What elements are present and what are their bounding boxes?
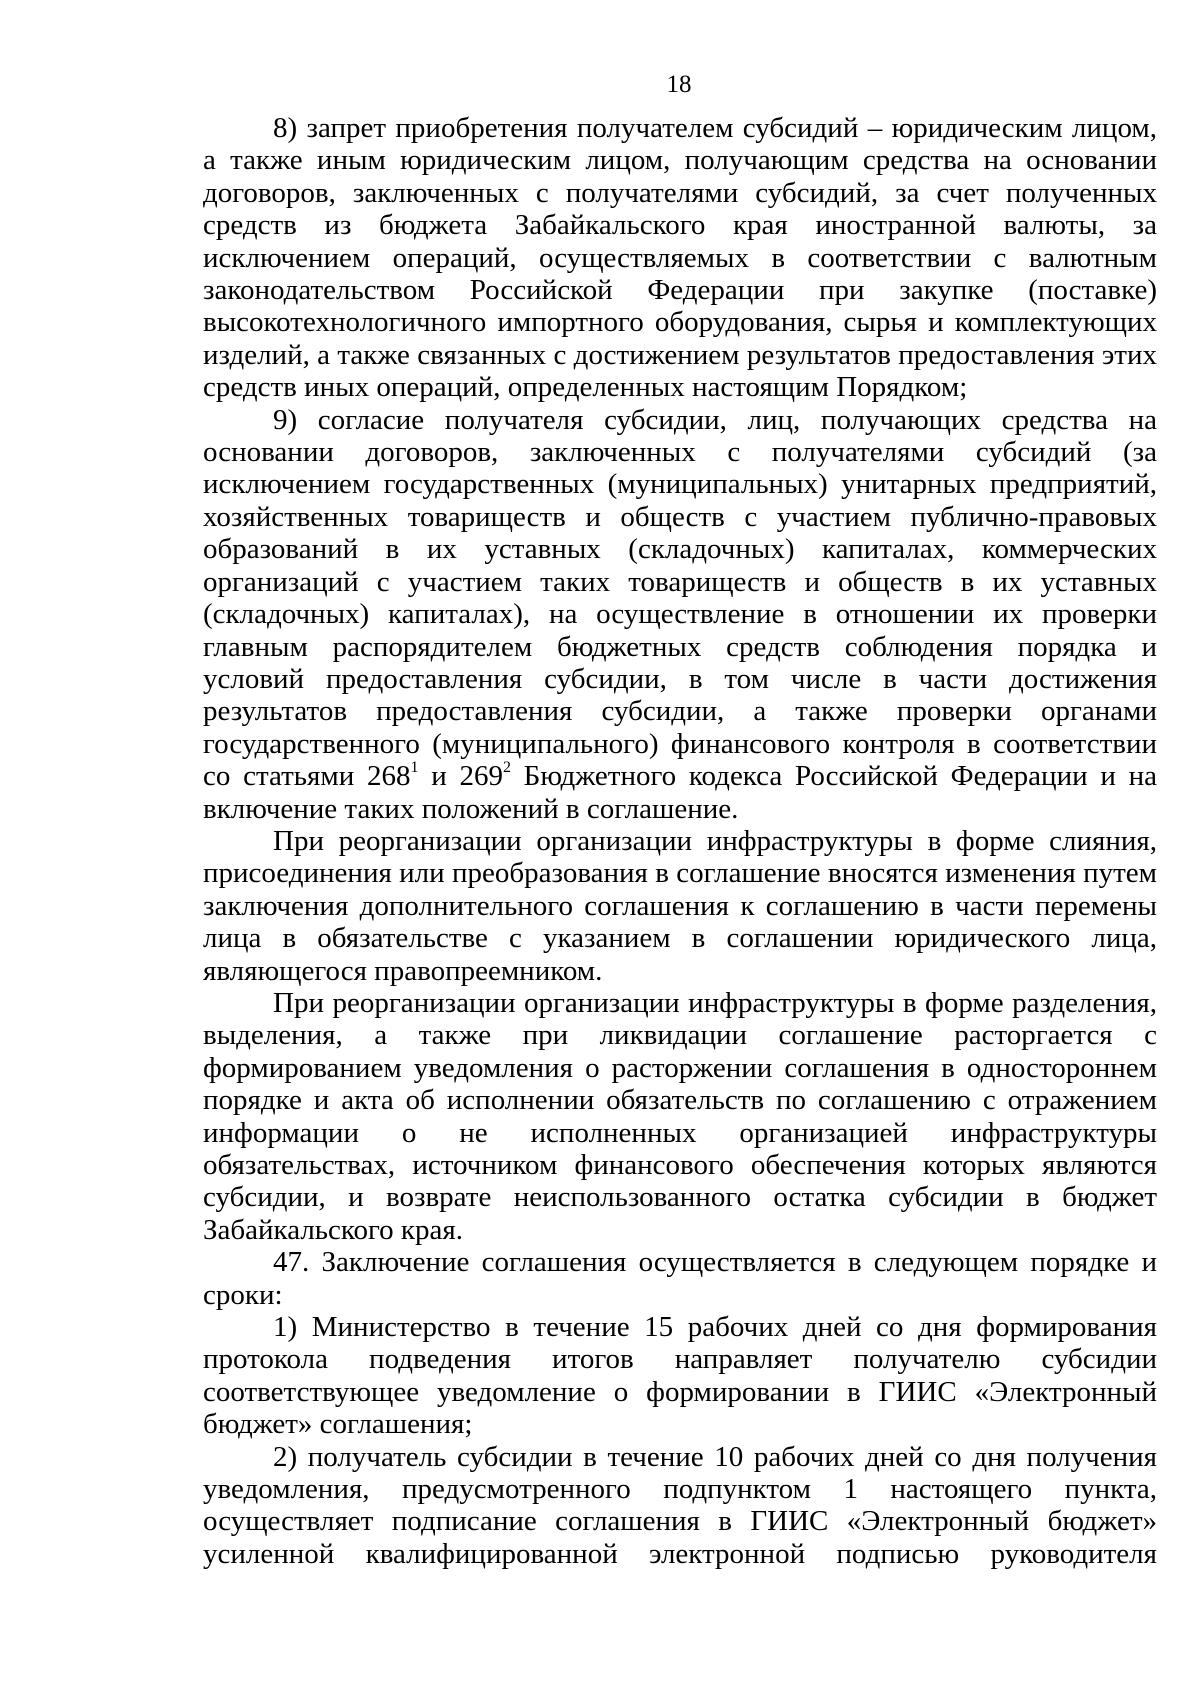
paragraph-reorganization-division: При реорганизации организации инфраструктуры в форме разделения, выделения, а также при ликвидации соглашение расторгается с формированием уведомления о расторжении соглашения в одностороннем порядке и акта об исполнении обязательств по соглашению с отражением информации о не исполненных организацией инфраструктуры обязательствах, источником финансового обеспечения которых являются субсидии, и возврате неиспользованного остатка субсидии в бюджет Забайкальского края. <box>203 986 1157 1246</box>
paragraph-item-47: 47. Заключение соглашения осуществляется в следующем порядке и сроки: <box>203 1246 1157 1311</box>
paragraph-subitem-1: 1) Министерство в течение 15 рабочих дней со дня формирования протокола подведения итогов направляет получателю субсидии соответствующее уведомление о формировании в ГИИС «Электронный бюджет» соглашения; <box>203 1311 1157 1441</box>
paragraph-item-9 <box>203 404 1157 825</box>
paragraph-text: и 269 <box>418 760 503 793</box>
paragraph-text: Бюджетного кодекса Российской Федерации и на включение таких положений в соглашение. <box>203 760 1157 825</box>
superscript: 1 <box>410 759 419 777</box>
document-body <box>203 112 1157 1570</box>
paragraph-reorganization-merger: При реорганизации организации инфраструктуры в форме слияния, присоединения или преобразования в соглашение вносятся изменения путем заключения дополнительного соглашения к соглашению в части перемены лица в обязательстве с указанием в соглашении юридического лица, являющегося правопреемником. <box>203 824 1157 987</box>
superscript: 2 <box>502 759 511 777</box>
paragraph-text: 9) согласие получателя субсидии, лиц, получающих средства на основании договоров, заключенных с получателями субсидий (за исключением государственных (муниципальных) унитарных предприятий, хозяйственных товариществ и обществ с участием публично-правовых образований в их уставных (складочных) капиталах, коммерческих организаций с участием таких товариществ и обществ в их уставных (складочных) капиталах), на осуществление в отношении их проверки главным распорядителем бюджетных средств соблюдения порядка и условий предоставления субсидии, в том числе в части достижения результатов предоставления субсидии, а также проверки органами государственного (муниципального) финансового контроля в соответствии со статьями 268 <box>203 403 1157 793</box>
paragraph-item-8: 8) запрет приобретения получателем субсидий – юридическим лицом, а также иным юридическим лицом, получающим средства на основании договоров, заключенных с получателями субсидий, за счет полученных средств из бюджета Забайкальского края иностранной валюты, за исключением операций, осуществляемых в соответствии с валютным законодательством Российской Федерации при закупке (поставке) высокотехнологичного импортного оборудования, сырья и комплектующих изделий, а также связанных с достижением результатов предоставления этих средств иных операций, определенных настоящим Порядком; <box>203 112 1157 404</box>
paragraph-subitem-2: 2) получатель субсидии в течение 10 рабочих дней со дня получения уведомления, предусмотренного подпунктом 1 настоящего пункта, осуществляет подписание соглашения в ГИИС «Электронный бюджет» усиленной квалифицированной электронной подписью руководителя <box>203 1440 1157 1570</box>
page-number: 18 <box>666 71 692 98</box>
